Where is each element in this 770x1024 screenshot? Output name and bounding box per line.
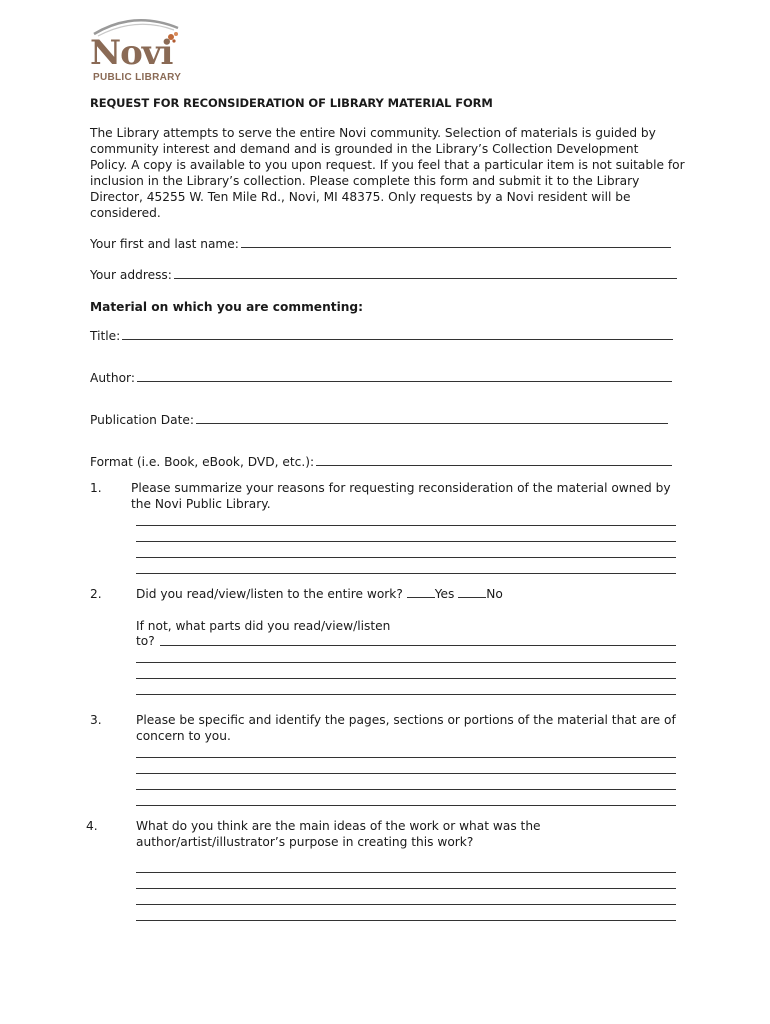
answer-line[interactable] [136,920,676,921]
logo-wordmark: Novi [90,33,173,73]
question-text: Please be specific and identify the pages, sections or portions of the material that are of [136,713,676,727]
novi-library-logo [88,14,184,86]
no-label: No [486,587,503,601]
pubdate-field[interactable] [196,412,668,424]
name-field-row [90,236,671,252]
answer-line[interactable] [136,872,676,873]
answer-line[interactable] [136,888,676,889]
question-text-main: Did you read/view/listen to the entire work? [136,587,403,601]
question-followup: If not, what parts did you read/view/listen [136,619,391,633]
answer-line[interactable] [136,757,676,758]
answer-line[interactable] [136,573,676,574]
answer-line[interactable] [136,789,676,790]
pubdate-label: Publication Date: [90,413,194,427]
intro-line: Director, 45255 W. Ten Mile Rd., Novi, MI 48375. Only requests by a Novi resident will be [90,190,631,204]
pubdate-field-row [90,412,668,428]
form-title: REQUEST FOR RECONSIDERATION OF LIBRARY MATERIAL FORM [90,96,493,110]
answer-line[interactable] [160,645,676,646]
intro-line: The Library attempts to serve the entire Novi community. Selection of materials is guided by [90,126,656,140]
answer-line[interactable] [136,694,676,695]
answer-line[interactable] [136,678,676,679]
question-text: author/artist/illustrator’s purpose in creating this work? [136,835,474,849]
title-field-row [90,328,673,344]
address-field-row [90,267,677,283]
answer-line[interactable] [136,662,676,663]
yes-blank[interactable] [407,586,435,598]
title-field[interactable] [122,328,673,340]
answer-line[interactable] [136,525,676,526]
intro-line: considered. [90,206,161,220]
question-text: Please summarize your reasons for requesting reconsideration of the material owned by [131,481,671,495]
author-field[interactable] [137,370,672,382]
answer-line[interactable] [136,805,676,806]
question-text: What do you think are the main ideas of the work or what was the [136,819,541,833]
answer-line[interactable] [136,904,676,905]
answer-line[interactable] [136,541,676,542]
question-followup: to? [136,634,155,648]
format-field-row [90,454,672,470]
question-number: 3. [90,713,102,727]
logo-subtitle: PUBLIC LIBRARY [93,72,182,83]
format-field[interactable] [316,454,672,466]
address-label: Your address: [90,268,172,282]
yes-label: Yes [434,587,455,601]
title-label: Title: [90,329,121,343]
intro-line: inclusion in the Library’s collection. Please complete this form and submit it to the Library [90,174,640,188]
no-blank[interactable] [458,586,486,598]
intro-paragraph [90,125,690,221]
author-field-row [90,370,672,386]
question-text: concern to you. [136,729,231,743]
question-text [136,586,503,602]
question-number: 4. [86,819,98,833]
question-text: the Novi Public Library. [131,497,271,511]
author-label: Author: [90,371,135,385]
material-heading: Material on which you are commenting: [90,300,364,314]
intro-line: community interest and demand and is grounded in the Library’s Collection Development [90,142,639,156]
answer-line[interactable] [136,557,676,558]
name-label: Your first and last name: [90,237,239,251]
answer-line[interactable] [136,773,676,774]
question-number: 1. [90,481,102,495]
format-label: Format (i.e. Book, eBook, DVD, etc.): [90,455,315,469]
question-number: 2. [90,587,102,601]
intro-line: Policy. A copy is available to you upon request. If you feel that a particular item is not suitable for [90,158,685,172]
address-field[interactable] [174,267,677,279]
name-field[interactable] [241,236,671,248]
